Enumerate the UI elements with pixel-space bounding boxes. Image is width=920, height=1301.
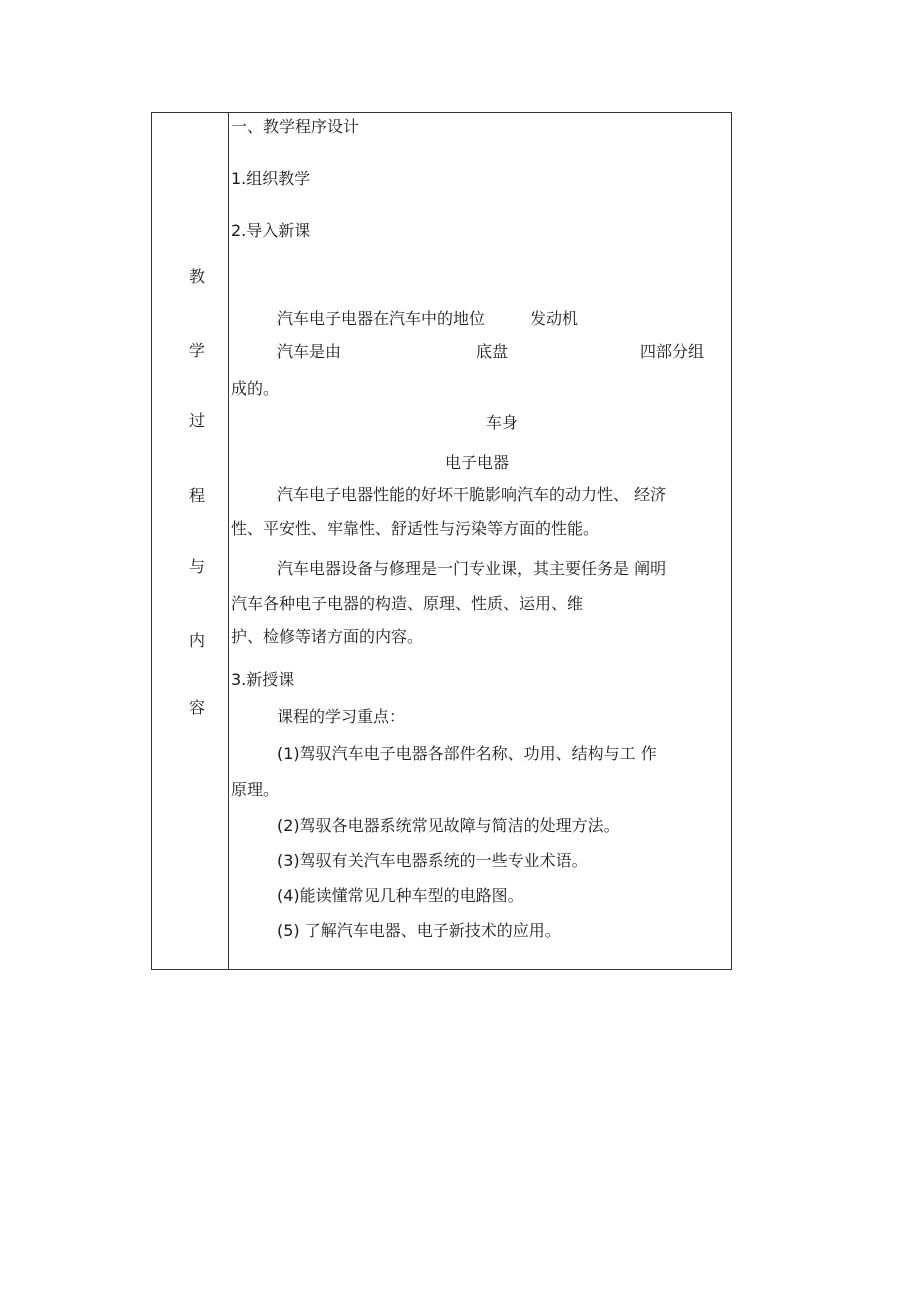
key-points-title: 课程的学习重点：	[277, 707, 406, 726]
side-label-char: 与	[189, 557, 206, 576]
lesson-table	[151, 112, 732, 970]
composition-suffix: 四部分组	[640, 342, 705, 361]
side-label-char: 容	[189, 698, 206, 717]
part-engine: 发动机	[530, 309, 579, 328]
part-body: 车身	[486, 413, 519, 432]
column-divider	[228, 113, 229, 969]
paragraph-line: 护、检修等诸方面的内容。	[231, 627, 424, 646]
part-chassis: 底盘	[476, 342, 509, 361]
key-point-item: (1)驾驭汽车电子电器各部件名称、功用、结构与工 作	[277, 744, 657, 763]
side-label-char: 过	[189, 411, 206, 430]
position-line: 汽车电子电器在汽车中的地位	[277, 309, 486, 328]
key-point-item: (4)能读懂常见几种车型的电路图。	[277, 886, 524, 905]
paragraph-line: 汽车电器设备与修理是一门专业课，其主要任务是 阐明	[277, 559, 667, 578]
key-point-item: 原理。	[231, 780, 280, 799]
composition-prefix: 汽车是由	[277, 342, 342, 361]
key-point-item: (5) 了解汽车电器、电子新技术的应用。	[277, 921, 561, 940]
step-intro: 2.导入新课	[231, 221, 311, 240]
side-label-char: 内	[189, 631, 206, 650]
key-point-item: (3)驾驭有关汽车电器系统的一些专业术语。	[277, 851, 588, 870]
key-point-item: (2)驾驭各电器系统常见故障与简洁的处理方法。	[277, 816, 620, 835]
part-electrical: 电子电器	[445, 453, 510, 472]
side-label-char: 教	[189, 267, 206, 286]
section-heading: 一、教学程序设计	[231, 117, 360, 136]
paragraph-line: 性、平安性、牢靠性、舒适性与污染等方面的性能。	[231, 519, 600, 538]
side-label-char: 程	[189, 486, 206, 505]
composition-end: 成的。	[231, 379, 280, 398]
step-organize: 1.组织教学	[231, 169, 311, 188]
step-new-lesson: 3.新授课	[231, 670, 295, 689]
paragraph-line: 汽车电子电器性能的好坏干脆影响汽车的动力性、 经济	[277, 485, 667, 504]
side-label-char: 学	[189, 341, 206, 360]
paragraph-line: 汽车各种电子电器的构造、原理、性质、运用、维	[231, 594, 584, 613]
